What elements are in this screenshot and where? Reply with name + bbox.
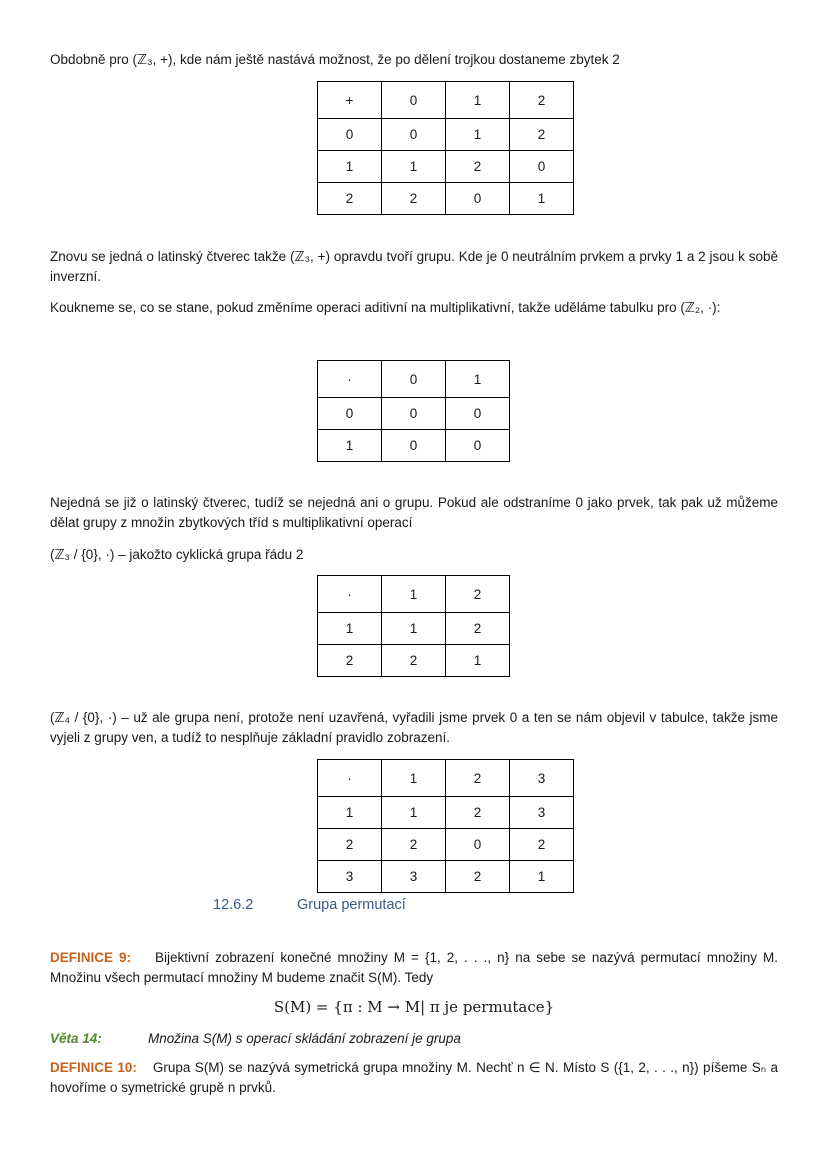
theorem-14 bbox=[50, 1029, 778, 1049]
table-cell: 0 bbox=[382, 398, 446, 430]
table-row bbox=[318, 398, 510, 430]
table-header-cell: · bbox=[318, 361, 382, 398]
table-cell: 0 bbox=[446, 430, 510, 462]
table-cell: 1 bbox=[446, 119, 510, 151]
table-header-cell: 2 bbox=[510, 82, 574, 119]
definition-10-label: DEFINICE 10: bbox=[50, 1060, 137, 1075]
table-header-cell: 0 bbox=[382, 82, 446, 119]
table-cell: 1 bbox=[446, 645, 510, 677]
table-cell: 0 bbox=[446, 398, 510, 430]
z3-cyclic-group-caption: (ℤ₃ / {0}, ·) – jakožto cyklická grupa řádu 2 bbox=[50, 547, 304, 562]
multiplicative-intro-paragraph: Koukneme se, co se stane, pokud změníme operaci aditivní na multiplikativní, takže uděláme tabulku pro (ℤ₂, ·): bbox=[50, 300, 721, 315]
table-header-cell: + bbox=[318, 82, 382, 119]
table-row bbox=[318, 183, 574, 215]
table-header-cell: 0 bbox=[382, 361, 446, 398]
definition-10-text: Grupa S(M) se nazývá symetrická grupa množiny M. Nechť n ∈ N. Místo S ({1, 2, . . ., n}) píšeme Sₙ a hovoříme o symetrické grupě n prvků. bbox=[50, 1060, 778, 1095]
table-header-cell: · bbox=[318, 576, 382, 613]
table-row bbox=[318, 613, 510, 645]
definition-9-label: DEFINICE 9: bbox=[50, 950, 132, 965]
table-cell: 2 bbox=[318, 183, 382, 215]
table-cell: 2 bbox=[382, 645, 446, 677]
table-cell: 0 bbox=[446, 183, 510, 215]
permutation-set-formula: S(M) = {π : M → M| π je permutace} bbox=[273, 998, 555, 1016]
table-cell: 0 bbox=[446, 829, 510, 861]
table-cell: 1 bbox=[318, 797, 382, 829]
table-cell: 0 bbox=[510, 151, 574, 183]
table-cell: 1 bbox=[382, 613, 446, 645]
table-cell: 2 bbox=[318, 645, 382, 677]
addition-table-z3 bbox=[317, 81, 574, 215]
table-cell: 0 bbox=[382, 430, 446, 462]
table-cell: 2 bbox=[510, 829, 574, 861]
z4-not-group-paragraph: (ℤ₄ / {0}, ·) – už ale grupa není, protože není uzavřená, vyřadili jsme prvek 0 a ten se nám objevil v tabulce, takže jsme vyjeli z grupy ven, a tudíž to nesplňuje základní pravidlo zobrazení. bbox=[50, 710, 778, 745]
table-row bbox=[318, 151, 574, 183]
table-cell: 2 bbox=[382, 829, 446, 861]
table-header-cell: 2 bbox=[446, 760, 510, 797]
table-header-row bbox=[318, 576, 510, 613]
theorem-14-label: Věta 14: bbox=[50, 1031, 102, 1046]
table-row bbox=[318, 861, 574, 893]
table-header-row bbox=[318, 82, 574, 119]
section-number: 12.6.2 bbox=[213, 897, 254, 913]
definition-9 bbox=[50, 948, 778, 988]
table-header-cell: 1 bbox=[382, 760, 446, 797]
latin-square-paragraph: Znovu se jedná o latinský čtverec takže (ℤ₃, +) opravdu tvoří grupu. Kde je 0 neutrálním prvkem a prvky 1 a 2 jsou k sobě inverzní. bbox=[50, 249, 778, 284]
table-cell: 0 bbox=[318, 119, 382, 151]
table-cell: 3 bbox=[510, 797, 574, 829]
table-cell: 1 bbox=[382, 151, 446, 183]
not-latin-square-paragraph: Nejedná se již o latinský čtverec, tudíž se nejedná ani o grupu. Pokud ale odstraníme 0 jako prvek, tak pak už můžeme dělat grupy z množin zbytkových tříd s multiplikativní operací bbox=[50, 495, 778, 530]
table-cell: 3 bbox=[382, 861, 446, 893]
table-header-cell: · bbox=[318, 760, 382, 797]
table-cell: 2 bbox=[446, 613, 510, 645]
multiplication-table-z4 bbox=[317, 759, 574, 893]
table-cell: 2 bbox=[382, 183, 446, 215]
table-cell: 2 bbox=[318, 829, 382, 861]
table-cell: 1 bbox=[510, 861, 574, 893]
intro-paragraph: Obdobně pro (ℤ₃, +), kde nám ještě nastává možnost, že po dělení trojkou dostaneme zbytek 2 bbox=[50, 52, 620, 67]
multiplication-table-z3 bbox=[317, 575, 510, 677]
table-row bbox=[318, 797, 574, 829]
table-header-row bbox=[318, 361, 510, 398]
table-header-row bbox=[318, 760, 574, 797]
theorem-14-text: Množina S(M) s operací skládání zobrazení je grupa bbox=[148, 1031, 461, 1046]
table-cell: 1 bbox=[382, 797, 446, 829]
table-header-cell: 1 bbox=[446, 82, 510, 119]
table-cell: 2 bbox=[446, 151, 510, 183]
table-header-cell: 1 bbox=[446, 361, 510, 398]
table-cell: 0 bbox=[318, 398, 382, 430]
table-row bbox=[318, 645, 510, 677]
table-cell: 1 bbox=[318, 151, 382, 183]
table-cell: 1 bbox=[318, 613, 382, 645]
table-header-cell: 1 bbox=[382, 576, 446, 613]
table-row bbox=[318, 430, 510, 462]
table-header-cell: 2 bbox=[446, 576, 510, 613]
table-header-cell: 3 bbox=[510, 760, 574, 797]
table-cell: 2 bbox=[446, 797, 510, 829]
multiplication-table-z2 bbox=[317, 360, 510, 462]
table-row bbox=[318, 829, 574, 861]
definition-10 bbox=[50, 1058, 778, 1098]
table-cell: 1 bbox=[510, 183, 574, 215]
table-cell: 3 bbox=[318, 861, 382, 893]
section-title: Grupa permutací bbox=[297, 897, 406, 913]
table-row bbox=[318, 119, 574, 151]
table-cell: 2 bbox=[446, 861, 510, 893]
table-cell: 2 bbox=[510, 119, 574, 151]
table-cell: 0 bbox=[382, 119, 446, 151]
definition-9-text: Bijektivní zobrazení konečné množiny M = {1, 2, . . ., n} na sebe se nazývá permutací množiny M. Množinu všech permutací množiny M budeme značit S(M). Tedy bbox=[50, 950, 778, 985]
table-cell: 1 bbox=[318, 430, 382, 462]
